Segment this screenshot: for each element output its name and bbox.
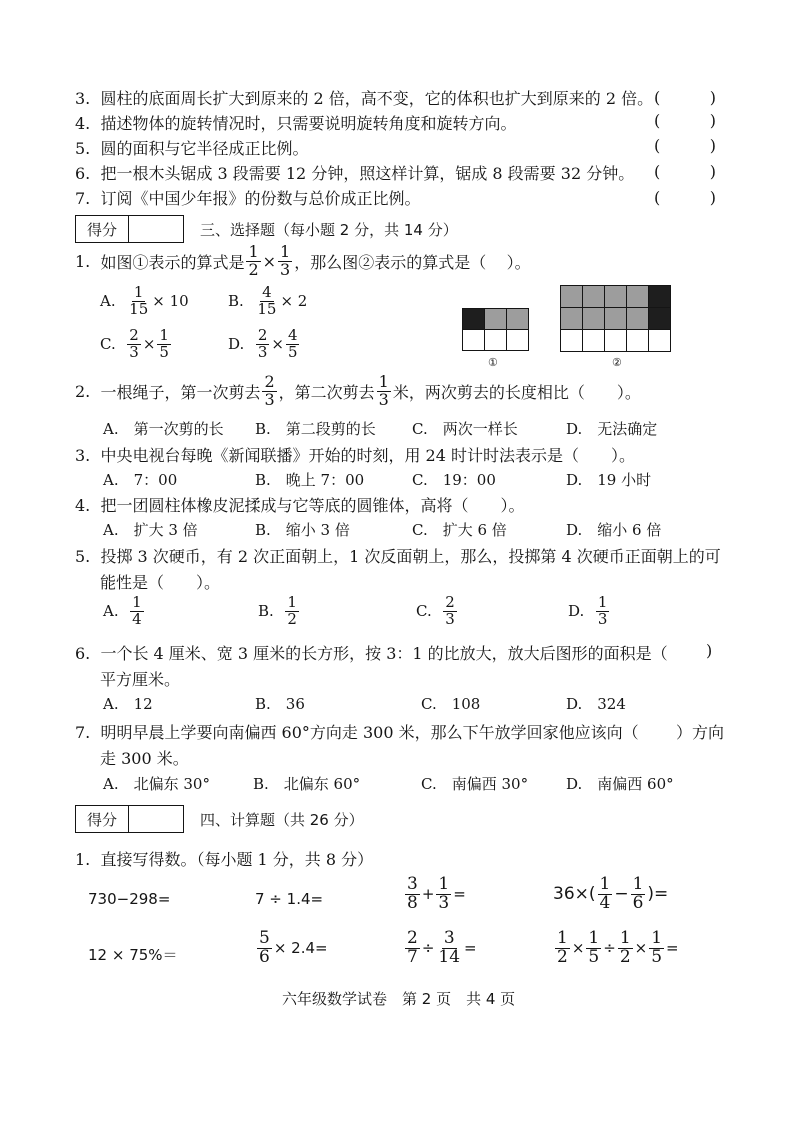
option-a[interactable]: A. 第一次剪的长: [103, 420, 224, 438]
question-7-line2: 走 300 米。: [100, 749, 189, 768]
question-3: 3. 中央电视台每晚《新闻联播》开始的时刻，用 24 时计时法表示是（ ）。: [75, 446, 635, 465]
question-6-line2: 平方厘米。: [100, 670, 181, 689]
calc-item: $\frac{1}{2}$ × $\frac{1}{5}$ ÷ $\frac{1}{2}$ × $\frac{1}{5}$ =: [557, 928, 679, 967]
question-7-line1b: ）方向: [676, 723, 725, 742]
option-c[interactable]: C. 两次一样长: [412, 420, 518, 438]
option-d[interactable]: D. 缩小 6 倍: [566, 521, 662, 539]
option-d[interactable]: D. $\frac{2}{3}$ × $\frac{4}{5}$: [228, 326, 298, 361]
question-6: 6. 一个长 4 厘米、宽 3 厘米的长方形，按 3：1 的比放大，放大后图形的面积是（: [75, 644, 668, 663]
judge-item: 3. 圆柱的底面周长扩大到原来的 2 倍，高不变，它的体积也扩大到原来的 2 倍。: [75, 89, 654, 108]
question-2: 2. 一根绳子，第一次剪去 $\frac{2}{3}$ ，第二次剪去 $\frac{1}{3}$ 米，两次剪去的长度相比（ ）。: [75, 372, 641, 409]
option-d[interactable]: D. 无法确定: [566, 420, 658, 438]
question-5-line2: 能性是（ ）。: [100, 573, 221, 592]
judge-item: 7. 订阅《中国少年报》的份数与总价成正比例。: [75, 189, 421, 208]
option-b[interactable]: B. 北偏东 60°: [253, 775, 361, 793]
figure-2-label: ②: [612, 356, 622, 369]
question-4: 4. 把一团圆柱体橡皮泥揉成与它等底的圆锥体，高将（ ）。: [75, 496, 525, 515]
score-input[interactable]: [129, 806, 183, 832]
question-5: 5. 投掷 3 次硬币，有 2 次正面朝上，1 次反面朝上，那么，投掷第 4 次硬币正面朝上的可: [75, 547, 721, 566]
option-d[interactable]: D. $\frac{1}{3}$: [568, 593, 608, 628]
score-input[interactable]: [129, 216, 183, 242]
answer-blank[interactable]: ( ): [654, 188, 716, 207]
option-a[interactable]: A. $\frac{1}{4}$: [103, 593, 142, 628]
score-label: 得分: [76, 806, 129, 832]
option-a[interactable]: A. 7：00: [103, 471, 178, 489]
judge-item: 6. 把一根木头锯成 3 段需要 12 分钟，照这样计算，锯成 8 段需要 32 分钟。: [75, 164, 635, 183]
option-b[interactable]: B. 第二段剪的长: [255, 420, 376, 438]
option-c[interactable]: C. 南偏西 30°: [421, 775, 529, 793]
option-b[interactable]: B. $\frac{4}{15}$ × 2: [228, 283, 308, 318]
option-d[interactable]: D. 南偏西 60°: [566, 775, 674, 793]
score-box: [75, 805, 184, 833]
option-c[interactable]: C. $\frac{2}{3}$: [416, 593, 455, 628]
option-b[interactable]: B. 缩小 3 倍: [255, 521, 350, 539]
answer-blank[interactable]: ( ): [654, 136, 716, 155]
calc-item: $\frac{2}{7}$ ÷ $\frac{3}{14}$ =: [407, 928, 477, 967]
calc-item: $\frac{3}{8}$ + $\frac{1}{3}$ =: [407, 874, 466, 913]
option-a[interactable]: A. 12: [103, 695, 153, 713]
option-b[interactable]: B. 晚上 7：00: [255, 471, 365, 489]
answer-blank[interactable]: ( ): [654, 162, 716, 181]
option-b[interactable]: B. $\frac{1}{2}$: [258, 593, 297, 628]
option-c[interactable]: C. 19：00: [412, 471, 496, 489]
answer-blank[interactable]: ( ): [654, 88, 716, 107]
calc-question: 1. 直接写得数。（每小题 1 分，共 8 分）: [75, 850, 374, 869]
figure-1-label: ①: [488, 356, 498, 369]
option-a[interactable]: A. $\frac{1}{15}$ × 10: [100, 283, 189, 318]
question-7: 7. 明明早晨上学要向南偏西 60°方向走 300 米，那么下午放学回家他应该向（: [75, 723, 639, 742]
calc-item: $\frac{5}{6}$ × 2.4=: [259, 928, 328, 967]
option-c[interactable]: C. 108: [421, 695, 481, 713]
section-title: 三、选择题（每小题 2 分，共 14 分）: [200, 221, 458, 239]
score-label: 得分: [76, 216, 129, 242]
answer-blank[interactable]: ( ): [654, 111, 716, 130]
paren-close: ): [706, 641, 713, 660]
judge-item: 4. 描述物体的旋转情况时，只需要说明旋转角度和旋转方向。: [75, 114, 517, 133]
option-c[interactable]: C. 扩大 6 倍: [412, 521, 507, 539]
option-d[interactable]: D. 324: [566, 695, 626, 713]
option-b[interactable]: B. 36: [255, 695, 305, 713]
calc-item: 7 ÷ 1.4=: [255, 890, 324, 908]
question-1: 1. 如图①表示的算式是 $\frac{1}{2}$ × $\frac{1}{3}$ ，那么图②表示的算式是（ ）。: [75, 242, 531, 279]
figure-1-grid: [462, 308, 529, 351]
option-d[interactable]: D. 19 小时: [566, 471, 652, 489]
section-title: 四、计算题（共 26 分）: [200, 811, 364, 829]
calc-item: 12 × 75%＝: [88, 946, 178, 964]
score-box: [75, 215, 184, 243]
calc-item: 730−298=: [88, 890, 171, 908]
judge-item: 5. 圆的面积与它半径成正比例。: [75, 139, 309, 158]
calc-item: 36×( $\frac{1}{4}$ − $\frac{1}{6}$ )=: [553, 874, 669, 913]
option-c[interactable]: C. $\frac{2}{3}$ × $\frac{1}{5}$: [100, 326, 169, 361]
figure-2-grid: [560, 285, 671, 352]
page-footer: 六年级数学试卷 第 2 页 共 4 页: [282, 990, 516, 1008]
option-a[interactable]: A. 北偏东 30°: [103, 775, 210, 793]
option-a[interactable]: A. 扩大 3 倍: [103, 521, 198, 539]
